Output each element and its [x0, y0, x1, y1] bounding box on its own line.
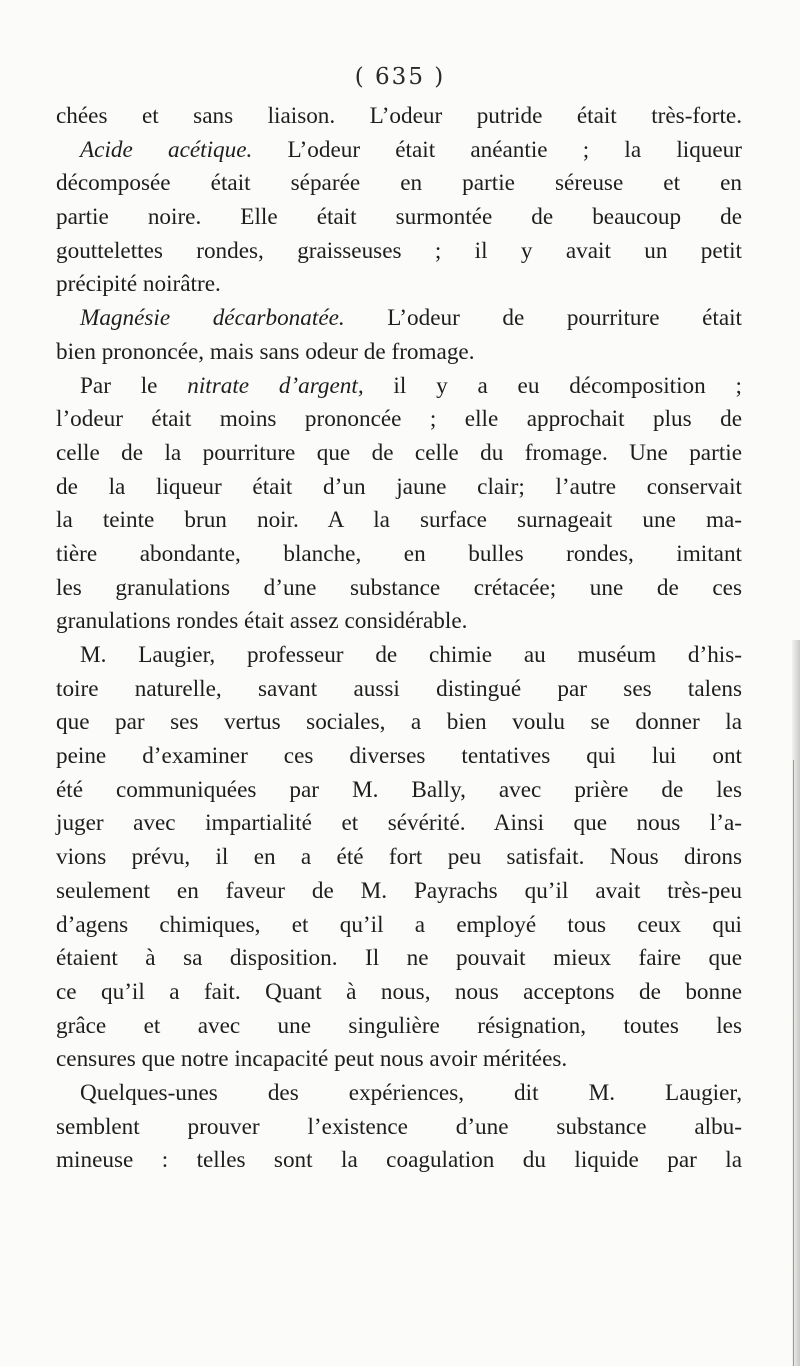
text-line: [56, 706, 742, 740]
italic-term: Acide acétique.: [80, 136, 253, 163]
text-line: [56, 504, 742, 538]
text-line: [56, 235, 742, 269]
text-line: [56, 909, 742, 943]
text-segment: étaient à sa disposition. Il ne pouvait mieux faire que: [56, 945, 742, 972]
text-segment: vions prévu, il en a été fort peu satisfait. Nous dirons: [56, 844, 742, 871]
text-line: [56, 841, 742, 875]
text-segment: précipité noirâtre.: [56, 271, 221, 298]
text-segment: granulations rondes était assez considérable.: [56, 608, 468, 635]
text-line: [56, 875, 742, 909]
text-segment: que par ses vertus sociales, a bien voulu se donner la: [56, 709, 742, 736]
text-segment: juger avec impartialité et sévérité. Ainsi que nous l’a-: [56, 810, 742, 837]
text-line: [56, 1010, 742, 1044]
text-segment: partie noire. Elle était surmontée de beaucoup de: [56, 204, 742, 231]
text-line: [56, 1043, 742, 1077]
text-line: [56, 1144, 742, 1178]
text-line: [56, 572, 742, 606]
text-line: [56, 437, 742, 471]
text-segment: les granulations d’une substance crétacée; une de ces: [56, 574, 742, 601]
text-line: [56, 268, 742, 302]
text-segment: il y a eu décomposition ;: [363, 372, 742, 399]
text-line: [56, 167, 742, 201]
text-line: [56, 1111, 742, 1145]
text-line: [56, 471, 742, 505]
text-segment: gouttelettes rondes, graisseuses ; il y avait un petit: [56, 237, 742, 264]
text-segment: décomposée était séparée en partie séreuse et en: [56, 170, 742, 197]
text-segment: Par le: [80, 372, 188, 399]
text-segment: censures que notre incapacité peut nous avoir méritées.: [56, 1046, 568, 1073]
text-segment: de la liqueur était d’un jaune clair; l’autre conservait: [56, 473, 742, 500]
text-segment: la teinte brun noir. A la surface surnageait une ma-: [56, 507, 742, 534]
text-line: [56, 538, 742, 572]
text-line: [56, 942, 742, 976]
text-segment: chées et sans liaison. L’odeur putride était très-forte.: [56, 103, 742, 129]
text-line: [56, 605, 742, 639]
text-segment: l’odeur était moins prononcée ; elle approchait plus de: [56, 406, 742, 433]
text-segment: L’odeur était anéantie ; la liqueur: [252, 136, 742, 163]
text-segment: M. Laugier, professeur de chimie au muséum d’his-: [80, 642, 742, 668]
text-segment: Quelques-unes des expériences, dit M. Laugier,: [80, 1079, 742, 1106]
text-segment: mineuse : telles sont la coagulation du liquide par la: [56, 1147, 742, 1174]
text-line: [56, 673, 742, 707]
text-line: [56, 740, 742, 774]
text-segment: toire naturelle, savant aussi distingué par ses talens: [56, 675, 742, 702]
text-line: [56, 134, 742, 168]
text-segment: grâce et avec une singulière résignation, toutes les: [56, 1012, 742, 1039]
text-line: [56, 1077, 742, 1111]
text-segment: L’odeur de pourriture était: [344, 305, 743, 332]
page-number: ( 635 ): [354, 64, 446, 90]
text-segment: été communiquées par M. Bally, avec prière de les: [56, 776, 742, 803]
text-line: [56, 639, 742, 673]
text-line: [56, 807, 742, 841]
text-segment: d’agens chimiques, et qu’il a employé tous ceux qui: [56, 911, 742, 938]
text-segment: ce qu’il a fait. Quant à nous, nous acceptons de bonne: [56, 978, 742, 1005]
italic-term: nitrate d’argent,: [187, 372, 364, 399]
text-line: [56, 100, 742, 134]
text-segment: peine d’examiner ces diverses tentatives qui lui ont: [56, 743, 742, 770]
page-edge-line: [793, 760, 794, 1366]
body-text: [56, 100, 742, 1178]
text-line: [56, 370, 742, 404]
text-line: [56, 336, 742, 370]
text-segment: celle de la pourriture que de celle du fromage. Une partie: [56, 439, 742, 466]
text-segment: semblent prouver l’existence d’une substance albu-: [56, 1113, 742, 1140]
text-line: [56, 976, 742, 1010]
text-line: [56, 403, 742, 437]
text-line: [56, 201, 742, 235]
text-segment: seulement en faveur de M. Payrachs qu’il avait très-peu: [56, 877, 742, 904]
text-segment: tière abondante, blanche, en bulles rondes, imitant: [56, 540, 742, 567]
text-line: [56, 774, 742, 808]
text-line: [56, 302, 742, 336]
italic-term: Magnésie décarbonatée.: [80, 305, 345, 332]
text-segment: bien prononcée, mais sans odeur de fromage.: [56, 338, 475, 365]
